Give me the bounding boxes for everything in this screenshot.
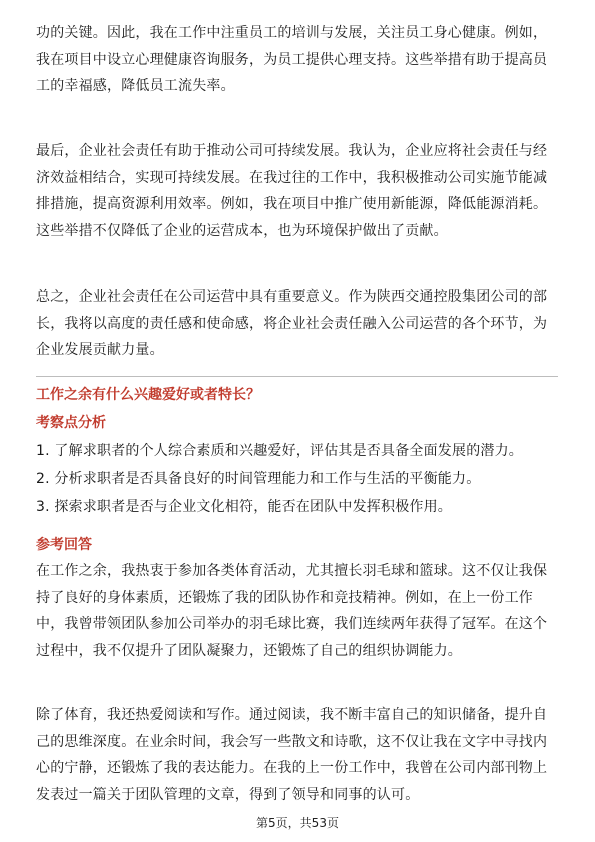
- analysis-label: 考察点分析: [36, 415, 106, 431]
- paragraph-employee-care: 功的关键。因此，我在工作中注重员工的培训与发展，关注员工身心健康。例如，我在项目中设立心理健康咨询服务，为员工提供心理支持。这些举措有助于提高员工的幸福感，降低员工流失率。: [36, 25, 548, 94]
- analysis-item-1: 1. 了解求职者的个人综合素质和兴趣爱好，评估其是否具备全面发展的潜力。: [36, 443, 524, 459]
- analysis-item-2: 2. 分析求职者是否具备良好的时间管理能力和工作与生活的平衡能力。: [36, 471, 481, 487]
- answer-label: 参考回答: [36, 537, 92, 553]
- answer-paragraph-reading: 除了体育，我还热爱阅读和写作。通过阅读，我不断丰富自己的知识储备，提升自己的思维深度。在业余时间，我会写一些散文和诗歌，这不仅让我在文字中寻找内心的宁静，还锻炼了我的表达能力。在我的上一份工作中，我曾在公司内部刊物上发表过一篇关于团队管理的文章，得到了领导和同事的认可。: [36, 707, 548, 803]
- answer-paragraph-sports: 在工作之余，我热衷于参加各类体育活动，尤其擅长羽毛球和篮球。这不仅让我保持了良好的身体素质，还锻炼了我的团队协作和竞技精神。例如，在上一份工作中，我曾带领团队参加公司举办的羽毛球比赛，我们连续两年获得了冠军。在这个过程中，我不仅提升了团队凝聚力，还锻炼了自己的组织协调能力。: [36, 563, 548, 659]
- question-title: 工作之余有什么兴趣爱好或者特长？: [36, 387, 260, 403]
- section-divider: [36, 376, 558, 377]
- paragraph-sustainability: 最后，企业社会责任有助于推动公司可持续发展。我认为，企业应将社会责任与经济效益相结合，实现可持续发展。在我过往的工作中，我积极推动公司实施节能减排措施，提高资源利用效率。例如，我在项目中推广使用新能源，降低能源消耗。这些举措不仅降低了企业的运营成本，也为环境保护做出了贡献。: [36, 143, 548, 239]
- analysis-item-3: 3. 探索求职者是否与企业文化相符，能否在团队中发挥积极作用。: [36, 499, 453, 515]
- paragraph-conclusion: 总之，企业社会责任在公司运营中具有重要意义。作为陕西交通控股集团公司的部长，我将以高度的责任感和使命感，将企业社会责任融入公司运营的各个环节，为企业发展贡献力量。: [36, 289, 548, 358]
- page-number: 第5页，共53页: [256, 816, 339, 830]
